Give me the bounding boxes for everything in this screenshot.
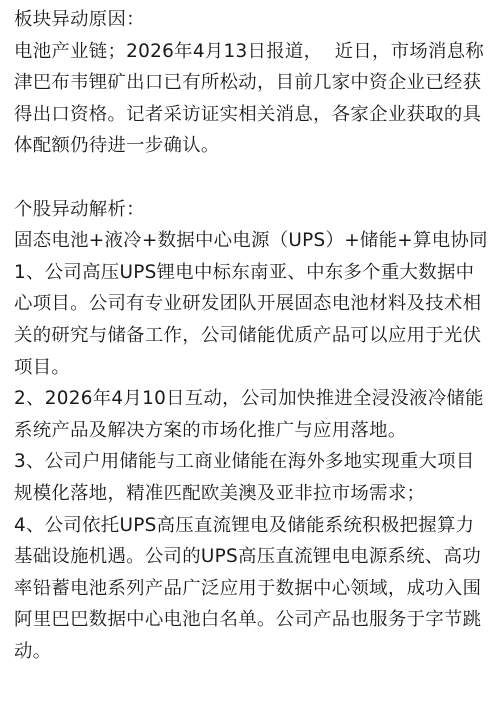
analysis-point-2: 2、2026年4月10日互动，公司加快推进全浸没液冷储能系统产品及解决方案的市场化推广与应用落地。 [14,388,484,441]
analysis-point-1: 1、公司高压UPS锂电中标东南亚、中东多个重大数据中心项目。公司有专业研发团队开展固态电池材料及技术相关的研究与储备工作，公司储能优质产品可以应用于光伏项目。 [14,261,482,378]
section-heading-stock-analysis: 个股异动解析： [14,198,145,220]
sector-reason-text: 电池产业链；2026年4月13日报道， 近日，市场消息称津巴布韦锂矿出口已有所松动，目前几家中资企业已经获得出口资格。记者采访证实相关消息，各家企业获取的具体配额仍待进一步确认。 [14,40,485,157]
analysis-point-4: 4、公司依托UPS高压直流锂电及储能系统积极把握算力基础设施机遇。公司的UPS高压直流锂电电源系统、高功率铅蓄电池系列产品广泛应用于数据中心领域，成功入围阿里巴巴数据中心电池白名单。公司产品也服务于字节跳动。 [14,514,482,662]
section-heading-sector-reason: 板块异动原因： [14,9,145,30]
document-body [14,4,490,667]
concept-tags-text: 固态电池+液冷+数据中心电源（UPS）+储能+算电协同 [14,230,488,252]
section-spacer [14,162,490,194]
analysis-point-3: 3、公司户用储能与工商业储能在海外多地实现重大项目规模化落地，精准匹配欧美澳及亚非拉市场需求； [14,451,475,504]
